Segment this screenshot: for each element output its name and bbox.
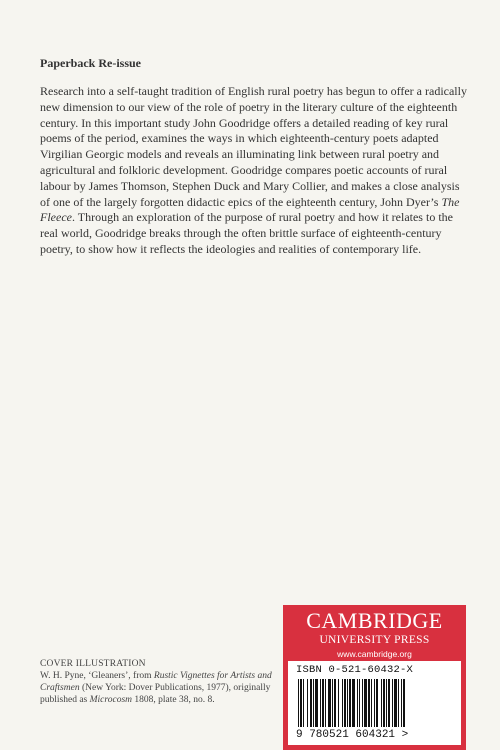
credit-part-2: (New York: Dover Publications, 1977), originally published as [40, 683, 271, 705]
cover-illustration-caption: COVER ILLUSTRATION [40, 659, 146, 669]
barcode-bar [368, 679, 370, 727]
barcode-bar [386, 679, 387, 727]
barcode-bar [394, 679, 397, 727]
credit-part-1: W. H. Pyne, ‘Gleaners’, from [40, 671, 154, 681]
barcode-bar [364, 679, 367, 727]
barcode-bar [300, 679, 302, 727]
blurb-part-1: Research into a self-taught tradition of English rural poetry has begun to offer a radically new dimension to our view of the role of poetry in the literary culture of the eighteenth century. In this important study John Goodridge offers a detailed reading of key rural poems of the period, examines the ways in which eighteenth-century poets adapted Virgilian Georgic models and reveals an illuminating link between rural poetry and agricultural and folkloric development. Goodridge compares poetic accounts of rural labour by James Thomson, Stephen Duck and Mary Collier, and makes a close analysis of one of the largely forgotten didactic epics of the eighteenth century, John Dyer’s [40, 84, 467, 209]
barcode-bar [383, 679, 385, 727]
barcode-bar [307, 679, 308, 727]
barcode-bar [376, 679, 378, 727]
section-heading: Paperback Re-issue [40, 56, 141, 70]
isbn-digits [296, 729, 408, 741]
barcode-bar [325, 679, 326, 727]
blurb-paragraph [40, 84, 470, 258]
barcode-bar [401, 679, 402, 727]
barcode-bar [359, 679, 360, 727]
barcode-bar [352, 679, 355, 727]
barcode-bar [310, 679, 312, 727]
barcode-bar [371, 679, 372, 727]
barcode-panel [288, 661, 461, 745]
barcode-bar [322, 679, 324, 727]
publisher-url: www.cambridge.org [337, 649, 412, 659]
isbn-digits-text: 9 780521 604321 [296, 729, 396, 741]
barcode-bar [381, 679, 382, 727]
blurb-part-2: . Through an exploration of the purpose of rural poetry and how it relates to the real world, Goodridge breaks through the often brittle surface of eighteenth-century poetry, to show how it reflects the ideologies and realities of contemporary life. [40, 210, 453, 256]
quiet-zone-marker: > [395, 729, 409, 741]
barcode-bar [313, 679, 314, 727]
cover-illustration-details [40, 670, 275, 706]
barcode-bar [398, 679, 399, 727]
barcode-bar [349, 679, 351, 727]
credit-book-title: Rustic Vignettes for Artists and Craftsmen [40, 671, 272, 693]
isbn-label: ISBN 0-521-60432-X [296, 664, 414, 676]
barcode-bar [403, 679, 405, 727]
credit-microcosm-title: Microcosm [89, 695, 132, 705]
blurb-text [40, 84, 470, 258]
barcode-bar [315, 679, 318, 727]
book-title-fleece: The Fleece [40, 194, 460, 225]
cover-illustration-credit [40, 658, 275, 706]
credit-part-3: 1808, plate 38, no. 8. [132, 695, 215, 705]
barcode-bar [388, 679, 390, 727]
publisher-block [283, 605, 466, 750]
barcode-image [296, 679, 456, 727]
barcode-bar [392, 679, 393, 727]
barcode-bar [303, 679, 304, 727]
barcode-bar [298, 679, 299, 727]
barcode-bar [362, 679, 363, 727]
barcode-bar [334, 679, 336, 727]
barcode-bar [374, 679, 375, 727]
publisher-subtitle: UNIVERSITY PRESS [319, 634, 430, 646]
barcode-bar [332, 679, 333, 727]
barcode-bar [347, 679, 348, 727]
barcode-bar [342, 679, 343, 727]
publisher-name: CAMBRIDGE [306, 608, 443, 633]
barcode-bar [344, 679, 346, 727]
barcode-bar [338, 679, 339, 727]
barcode-bar [320, 679, 321, 727]
barcode-bar [357, 679, 358, 727]
barcode-bar [328, 679, 331, 727]
